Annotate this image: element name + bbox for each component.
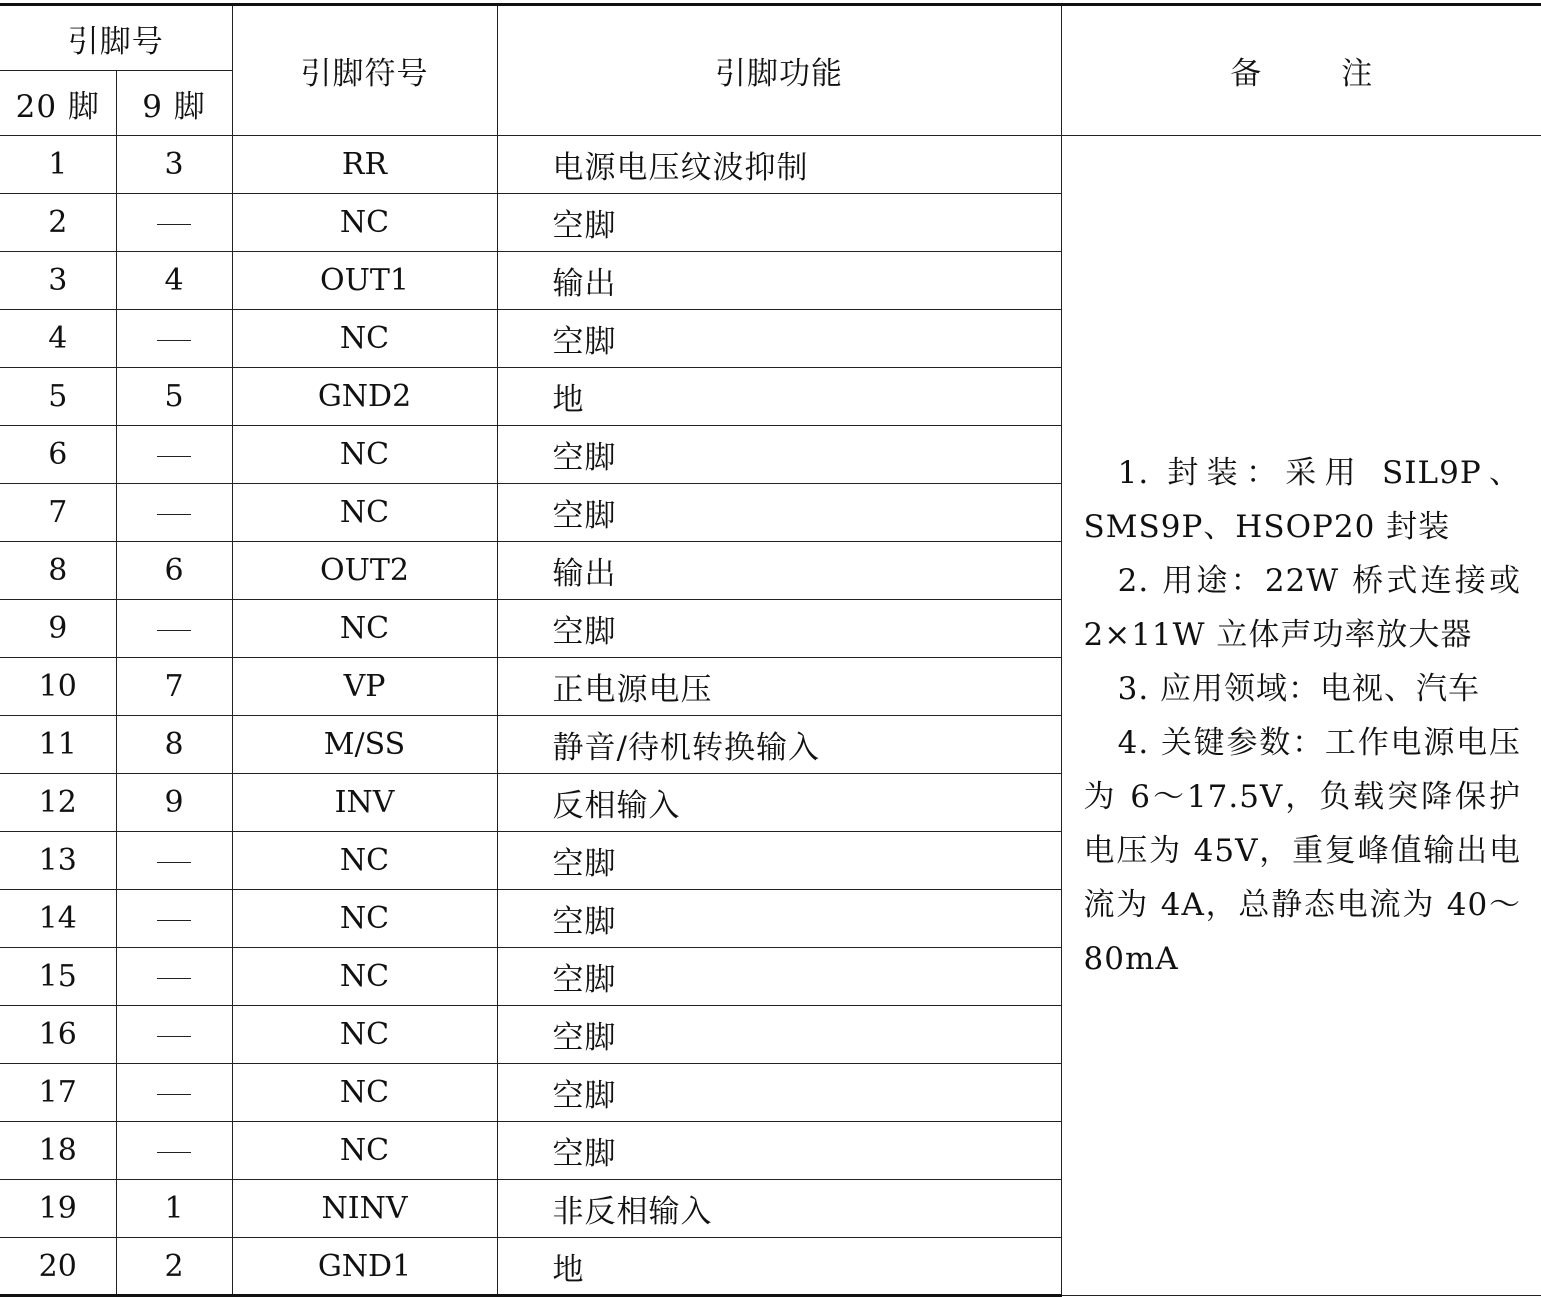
pin-function-cell: 空脚 — [497, 1064, 1061, 1122]
header-pin-20: 20 脚 — [0, 71, 116, 136]
pin-20-cell: 18 — [0, 1122, 116, 1180]
pin-symbol-cell: NC — [232, 948, 497, 1006]
pin-function-cell: 空脚 — [497, 484, 1061, 542]
pin-function-cell: 静音/待机转换输入 — [497, 716, 1061, 774]
pin-function-cell: 非反相输入 — [497, 1180, 1061, 1238]
pin-function-cell: 空脚 — [497, 310, 1061, 368]
pin-symbol-cell: OUT1 — [232, 252, 497, 310]
remark-item: 3. 应用领域：电视、汽车 — [1117, 670, 1481, 707]
header-pin-9: 9 脚 — [116, 71, 232, 136]
dash-mark — [157, 1094, 191, 1095]
pin-function-cell: 电源电压纹波抑制 — [497, 136, 1061, 194]
pin-20-cell: 19 — [0, 1180, 116, 1238]
dash-mark — [157, 340, 191, 341]
table-body — [0, 136, 1541, 1296]
pin-function-cell: 输出 — [497, 252, 1061, 310]
pin-function-cell: 地 — [497, 1238, 1061, 1296]
header-row-1 — [0, 5, 1541, 71]
pin-symbol-cell: NC — [232, 1006, 497, 1064]
dash-mark — [157, 456, 191, 457]
pin-20-cell: 2 — [0, 194, 116, 252]
pin-20-cell: 17 — [0, 1064, 116, 1122]
pin-symbol-cell: NC — [232, 426, 497, 484]
pin-20-cell: 10 — [0, 658, 116, 716]
pin-9-cell: 3 — [116, 136, 232, 194]
pin-symbol-cell: INV — [232, 774, 497, 832]
pin-20-cell: 4 — [0, 310, 116, 368]
pin-20-cell: 11 — [0, 716, 116, 774]
remarks-cell — [1061, 136, 1541, 1296]
remark-item: 1. 封装：采用 SIL9P、SMS9P、HSOP20 封装 — [1083, 454, 1521, 545]
pin-9-cell: 5 — [116, 368, 232, 426]
pin-9-cell — [116, 426, 232, 484]
pin-9-cell — [116, 832, 232, 890]
pin-function-cell: 空脚 — [497, 1122, 1061, 1180]
pin-symbol-cell: NC — [232, 832, 497, 890]
pin-symbol-cell: OUT2 — [232, 542, 497, 600]
header-remarks — [1061, 5, 1541, 136]
pin-function-cell: 空脚 — [497, 948, 1061, 1006]
pin-function-cell: 空脚 — [497, 832, 1061, 890]
pin-symbol-cell: NC — [232, 890, 497, 948]
pin-20-cell: 12 — [0, 774, 116, 832]
pin-symbol-cell: NINV — [232, 1180, 497, 1238]
pin-20-cell: 5 — [0, 368, 116, 426]
dash-mark — [157, 920, 191, 921]
pin-20-cell: 3 — [0, 252, 116, 310]
pin-20-cell: 7 — [0, 484, 116, 542]
pin-9-cell — [116, 1006, 232, 1064]
dash-mark — [157, 224, 191, 225]
pin-function-cell: 空脚 — [497, 426, 1061, 484]
pin-9-cell — [116, 310, 232, 368]
header-remarks-char-1: 备 — [1230, 56, 1262, 92]
pin-symbol-cell: NC — [232, 484, 497, 542]
pin-symbol-cell: NC — [232, 600, 497, 658]
pin-20-cell: 6 — [0, 426, 116, 484]
pin-symbol-cell: GND2 — [232, 368, 497, 426]
dash-mark — [157, 630, 191, 631]
pin-symbol-cell: NC — [232, 194, 497, 252]
pin-9-cell — [116, 1122, 232, 1180]
remark-item: 4. 关键参数：工作电源电压为 6～17.5V，负载突降保护电压为 45V，重复峰值输出电流为 4A，总静态电流为 40～80mA — [1083, 724, 1521, 977]
pin-symbol-cell: GND1 — [232, 1238, 497, 1296]
table-row — [0, 136, 1541, 194]
pin-function-cell: 空脚 — [497, 600, 1061, 658]
pin-20-cell: 20 — [0, 1238, 116, 1296]
pin-symbol-cell: NC — [232, 1122, 497, 1180]
pin-9-cell — [116, 194, 232, 252]
pin-function-cell: 正电源电压 — [497, 658, 1061, 716]
header-pin-symbol: 引脚符号 — [232, 5, 497, 136]
dash-mark — [157, 1036, 191, 1037]
dash-mark — [157, 862, 191, 863]
dash-mark — [157, 978, 191, 979]
pin-9-cell — [116, 890, 232, 948]
pin-function-cell: 反相输入 — [497, 774, 1061, 832]
pin-9-cell: 7 — [116, 658, 232, 716]
header-pin-function: 引脚功能 — [497, 5, 1061, 136]
header-remarks-char-2: 注 — [1341, 56, 1373, 92]
pin-symbol-cell: VP — [232, 658, 497, 716]
pin-20-cell: 8 — [0, 542, 116, 600]
pin-symbol-cell: M/SS — [232, 716, 497, 774]
header-pin-number: 引脚号 — [0, 5, 232, 71]
pin-20-cell: 14 — [0, 890, 116, 948]
dash-mark — [157, 514, 191, 515]
pin-9-cell — [116, 948, 232, 1006]
pin-symbol-cell: NC — [232, 1064, 497, 1122]
pin-function-cell: 空脚 — [497, 194, 1061, 252]
pin-9-cell: 8 — [116, 716, 232, 774]
pin-9-cell — [116, 484, 232, 542]
pin-symbol-cell: NC — [232, 310, 497, 368]
pin-function-cell: 空脚 — [497, 890, 1061, 948]
pin-function-cell: 空脚 — [497, 1006, 1061, 1064]
pin-20-cell: 9 — [0, 600, 116, 658]
pin-symbol-cell: RR — [232, 136, 497, 194]
pin-function-cell: 输出 — [497, 542, 1061, 600]
remark-item: 2. 用途：22W 桥式连接或 2×11W 立体声功率放大器 — [1083, 562, 1521, 653]
pin-9-cell — [116, 600, 232, 658]
pin-20-cell: 13 — [0, 832, 116, 890]
pin-function-table — [0, 3, 1541, 1297]
pin-9-cell: 1 — [116, 1180, 232, 1238]
pin-9-cell: 6 — [116, 542, 232, 600]
pin-function-cell: 地 — [497, 368, 1061, 426]
dash-mark — [157, 1152, 191, 1153]
pin-20-cell: 1 — [0, 136, 116, 194]
pin-9-cell: 2 — [116, 1238, 232, 1296]
pin-9-cell: 9 — [116, 774, 232, 832]
pin-9-cell — [116, 1064, 232, 1122]
pin-20-cell: 16 — [0, 1006, 116, 1064]
pin-9-cell: 4 — [116, 252, 232, 310]
pin-20-cell: 15 — [0, 948, 116, 1006]
